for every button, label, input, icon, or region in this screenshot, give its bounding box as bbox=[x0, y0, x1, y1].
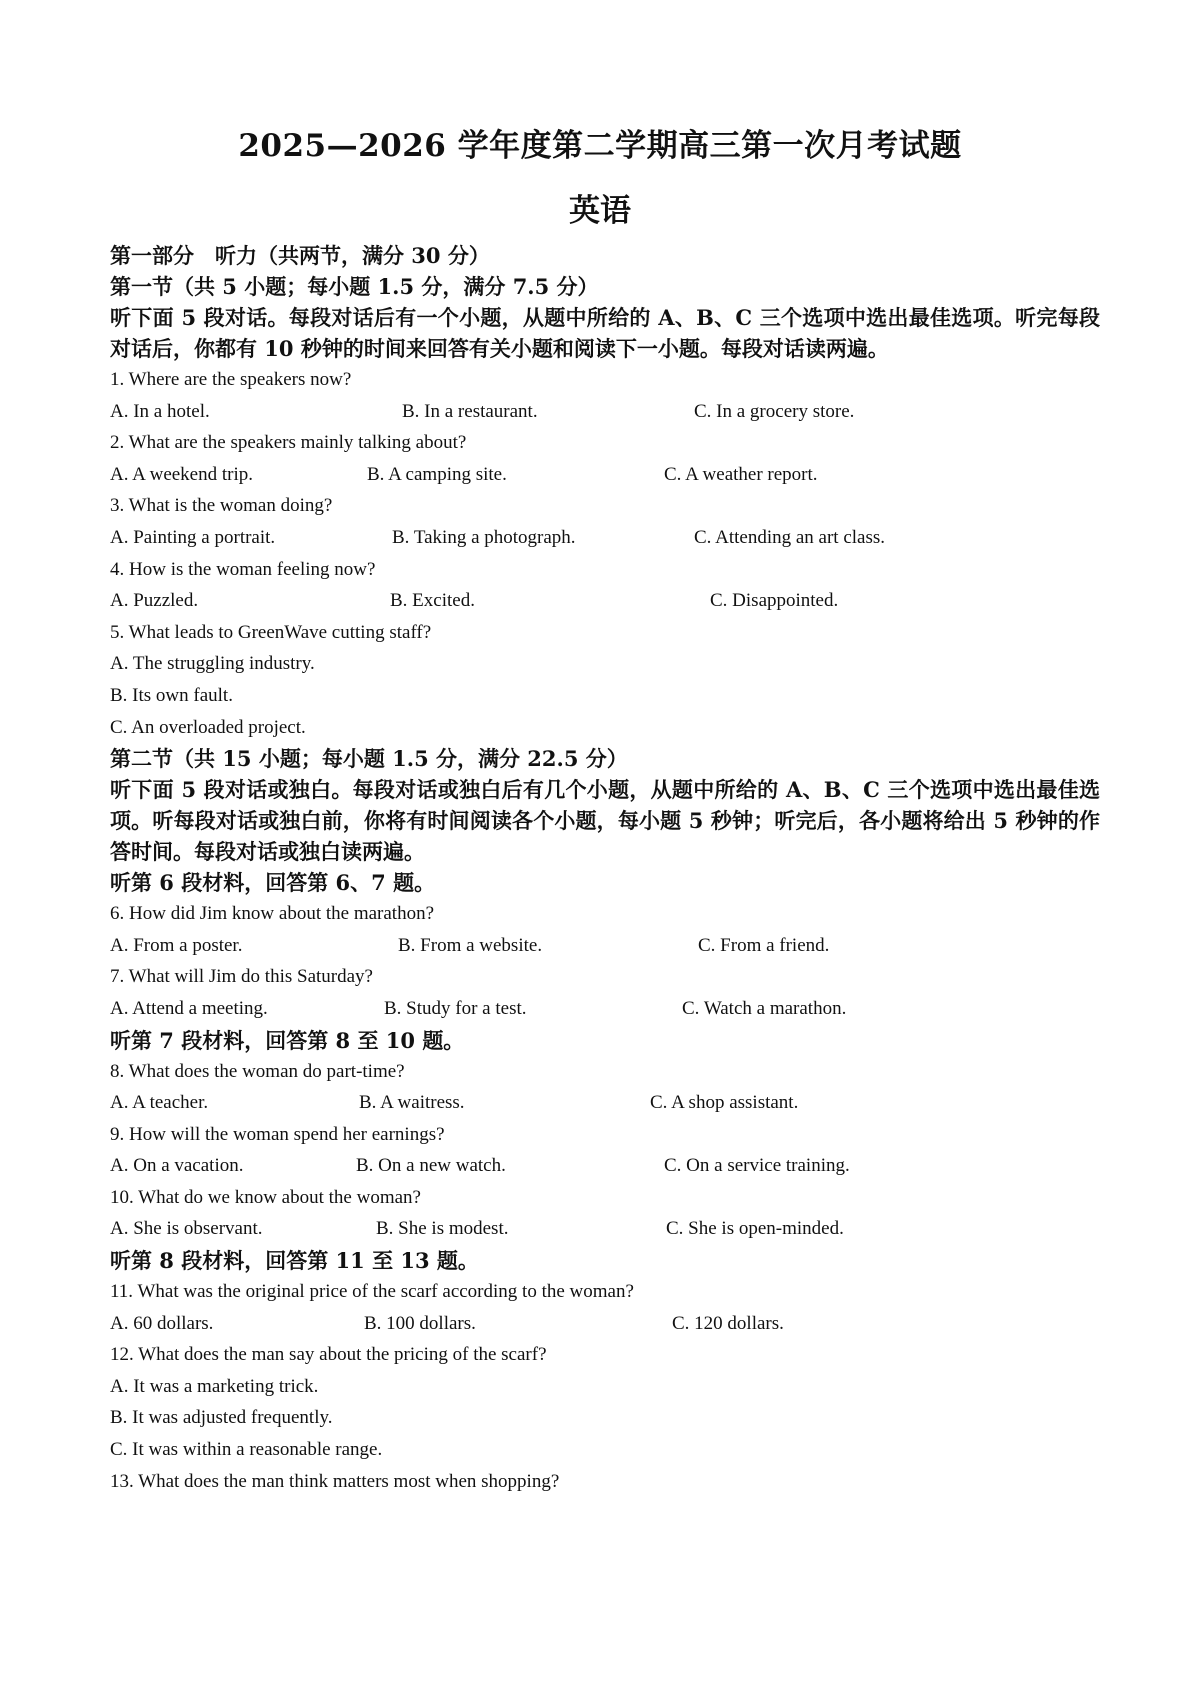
option-b: B. Its own fault. bbox=[110, 684, 233, 706]
option-a: A. She is observant. bbox=[110, 1218, 263, 1240]
option-c: C. On a service training. bbox=[664, 1155, 850, 1177]
option-c: C. 120 dollars. bbox=[672, 1312, 784, 1334]
question-stem: 11. What was the original price of the scarf according to the woman? bbox=[110, 1281, 634, 1303]
section2-instructions: 听下面 5 段对话或独白。每段对话或独白后有几个小题，从题中所给的 A、B、C 三个选项中选出最佳选项。听每段对话或独白前，你将有时间阅读各个小题，每小题 5 秒钟；听完后，各小题将给出 5 秒钟的作答时间。每段对话或独白读两遍。 bbox=[110, 777, 1100, 865]
option-b: B. A waitress. bbox=[359, 1092, 465, 1114]
question-options bbox=[110, 585, 1100, 617]
question-options bbox=[110, 993, 1100, 1025]
question-stem: 9. How will the woman spend her earnings? bbox=[110, 1123, 445, 1145]
option-a: A. A weekend trip. bbox=[110, 463, 254, 485]
option-b: B. She is modest. bbox=[376, 1218, 509, 1240]
question-stem: 3. What is the woman doing? bbox=[110, 495, 333, 517]
exam-title: 2025—2026 学年度第二学期高三第一次月考试题 bbox=[238, 128, 962, 164]
option-a: A. From a poster. bbox=[110, 934, 243, 956]
option-b: B. Taking a photograph. bbox=[392, 526, 576, 548]
question-stem: 8. What does the woman do part-time? bbox=[110, 1060, 405, 1082]
option-c: C. She is open-minded. bbox=[666, 1218, 844, 1240]
question-options bbox=[110, 459, 1100, 491]
option-c: C. An overloaded project. bbox=[110, 716, 306, 738]
option-b: B. 100 dollars. bbox=[364, 1312, 476, 1334]
option-b: B. In a restaurant. bbox=[402, 400, 538, 422]
question-options bbox=[110, 1087, 1100, 1119]
option-c: C. A weather report. bbox=[664, 463, 818, 485]
option-a: A. The struggling industry. bbox=[110, 653, 315, 675]
question-stem: 7. What will Jim do this Saturday? bbox=[110, 966, 373, 988]
subject-title: 英语 bbox=[569, 193, 631, 229]
question-stem: 2. What are the speakers mainly talking about? bbox=[110, 432, 467, 454]
option-c: C. From a friend. bbox=[698, 934, 830, 956]
section1-instructions: 听下面 5 段对话。每段对话后有一个小题，从题中所给的 A、B、C 三个选项中选出最佳选项。听完每段对话后，你都有 10 秒钟的时间来回答有关小题和阅读下一小题。每段对话读两遍。 bbox=[110, 305, 1100, 361]
option-a: A. Attend a meeting. bbox=[110, 997, 268, 1019]
option-b: B. Study for a test. bbox=[384, 997, 527, 1019]
option-c: C. Disappointed. bbox=[710, 590, 839, 612]
question-options bbox=[110, 1308, 1100, 1340]
material-heading: 听第 7 段材料，回答第 8 至 10 题。 bbox=[110, 1027, 465, 1053]
option-a: A. Puzzled. bbox=[110, 590, 199, 612]
option-c: C. Watch a marathon. bbox=[682, 997, 847, 1019]
question-options bbox=[110, 522, 1100, 554]
option-a: A. On a vacation. bbox=[110, 1155, 244, 1177]
question-stem: 6. How did Jim know about the marathon? bbox=[110, 903, 435, 925]
option-b: B. Excited. bbox=[390, 590, 475, 612]
question-stem: 13. What does the man think matters most when shopping? bbox=[110, 1470, 560, 1492]
option-c: C. In a grocery store. bbox=[694, 400, 855, 422]
question-options bbox=[110, 396, 1100, 428]
option-a: A. Painting a portrait. bbox=[110, 526, 276, 548]
option-a: A. A teacher. bbox=[110, 1092, 209, 1114]
section1-heading: 第一节（共 5 小题；每小题 1.5 分，满分 7.5 分） bbox=[110, 274, 599, 299]
question-stem: 1. Where are the speakers now? bbox=[110, 369, 352, 390]
option-a: A. 60 dollars. bbox=[110, 1312, 214, 1334]
question-stem: 12. What does the man say about the pricing of the scarf? bbox=[110, 1344, 547, 1366]
option-c: C. It was within a reasonable range. bbox=[110, 1439, 383, 1461]
exam-content bbox=[110, 240, 1100, 1497]
option-c: C. A shop assistant. bbox=[650, 1092, 799, 1114]
option-b: B. A camping site. bbox=[367, 463, 507, 485]
option-b: B. From a website. bbox=[398, 934, 543, 956]
option-b: B. On a new watch. bbox=[356, 1155, 506, 1177]
question-options bbox=[110, 1213, 1100, 1245]
question-stem: 4. How is the woman feeling now? bbox=[110, 558, 376, 580]
material-heading: 听第 6 段材料，回答第 6、7 题。 bbox=[110, 870, 436, 896]
option-c: C. Attending an art class. bbox=[694, 526, 886, 548]
option-b: B. It was adjusted frequently. bbox=[110, 1407, 333, 1429]
question-stem: 10. What do we know about the woman? bbox=[110, 1186, 421, 1208]
option-a: A. In a hotel. bbox=[110, 400, 210, 422]
section2-heading: 第二节（共 15 小题；每小题 1.5 分，满分 22.5 分） bbox=[110, 746, 628, 772]
material-heading: 听第 8 段材料，回答第 11 至 13 题。 bbox=[110, 1248, 479, 1274]
question-options bbox=[110, 1150, 1100, 1182]
question-options bbox=[110, 930, 1100, 962]
option-a: A. It was a marketing trick. bbox=[110, 1375, 319, 1397]
question-stem: 5. What leads to GreenWave cutting staff? bbox=[110, 621, 432, 643]
part-heading: 第一部分 听力（共两节，满分 30 分） bbox=[110, 243, 490, 268]
